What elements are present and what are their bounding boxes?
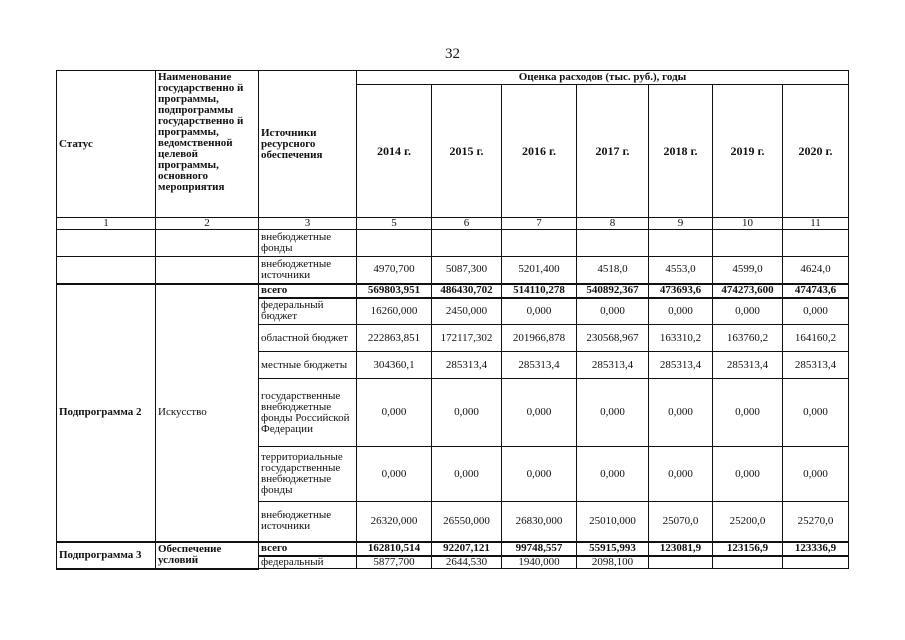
value-cell: 4599,0 — [713, 257, 783, 284]
header-year-2019: 2019 г. — [713, 85, 783, 218]
col-number: 10 — [713, 218, 783, 230]
value-cell: 2098,100 — [577, 556, 649, 569]
value-cell: 163760,2 — [713, 325, 783, 352]
value-cell: 4970,700 — [357, 257, 432, 284]
value-cell: 2450,000 — [432, 298, 502, 325]
col-number: 9 — [649, 218, 713, 230]
header-expense-estimate: Оценка расходов (тыс. руб.), годы — [357, 71, 849, 85]
value-cell: 0,000 — [432, 379, 502, 447]
value-cell: 99748,557 — [502, 542, 577, 556]
col-number: 2 — [156, 218, 259, 230]
value-cell: 26550,000 — [432, 502, 502, 542]
value-cell: 25010,000 — [577, 502, 649, 542]
value-cell: 0,000 — [783, 298, 849, 325]
value-cell: 0,000 — [649, 379, 713, 447]
value-cell: 230568,967 — [577, 325, 649, 352]
header-year-2015: 2015 г. — [432, 85, 502, 218]
value-cell: 163310,2 — [649, 325, 713, 352]
value-cell: 201966,878 — [502, 325, 577, 352]
value-cell: 0,000 — [502, 379, 577, 447]
col-number: 8 — [577, 218, 649, 230]
subprogram-3-status: Подпрограмма 3 — [57, 542, 156, 569]
value-cell: 0,000 — [713, 298, 783, 325]
value-cell: 569803,951 — [357, 284, 432, 298]
col-number: 11 — [783, 218, 849, 230]
value-cell: 162810,514 — [357, 542, 432, 556]
value-cell: 55915,993 — [577, 542, 649, 556]
value-cell: 0,000 — [713, 447, 783, 502]
col-number: 3 — [259, 218, 357, 230]
table-row — [57, 230, 849, 257]
value-cell: 123156,9 — [713, 542, 783, 556]
table-row — [57, 257, 849, 284]
value-cell: 540892,367 — [577, 284, 649, 298]
subprogram-2-name: Искусство — [156, 284, 259, 542]
value-cell: 0,000 — [577, 447, 649, 502]
value-cell: 285313,4 — [649, 352, 713, 379]
source-cell: областной бюджет — [259, 325, 357, 352]
value-cell: 172117,302 — [432, 325, 502, 352]
value-cell: 4624,0 — [783, 257, 849, 284]
value-cell: 26830,000 — [502, 502, 577, 542]
value-cell: 1940,000 — [502, 556, 577, 569]
table-row — [57, 284, 849, 298]
value-cell: 123336,9 — [783, 542, 849, 556]
value-cell: 4518,0 — [577, 257, 649, 284]
source-cell: государственные внебюджетные фонды Российской Федерации — [259, 379, 357, 447]
value-cell: 16260,000 — [357, 298, 432, 325]
value-cell: 0,000 — [502, 298, 577, 325]
value-cell: 5877,700 — [357, 556, 432, 569]
value-cell: 5087,300 — [432, 257, 502, 284]
value-cell: 0,000 — [357, 379, 432, 447]
header-funding-source: Источники ресурсного обеспечения — [259, 71, 357, 218]
budget-table — [56, 70, 849, 570]
subprogram-2-status: Подпрограмма 2 — [57, 284, 156, 542]
value-cell: 2644,530 — [432, 556, 502, 569]
header-year-2014: 2014 г. — [357, 85, 432, 218]
value-cell: 0,000 — [649, 447, 713, 502]
value-cell: 123081,9 — [649, 542, 713, 556]
value-cell: 26320,000 — [357, 502, 432, 542]
source-cell: внебюджетные источники — [259, 257, 357, 284]
source-cell: всего — [259, 542, 357, 556]
col-number: 7 — [502, 218, 577, 230]
value-cell: 92207,121 — [432, 542, 502, 556]
value-cell: 0,000 — [783, 447, 849, 502]
source-cell: территориальные государственные внебюджетные фонды — [259, 447, 357, 502]
value-cell: 0,000 — [713, 379, 783, 447]
header-row-1 — [57, 71, 849, 85]
value-cell: 0,000 — [577, 298, 649, 325]
header-year-2016: 2016 г. — [502, 85, 577, 218]
source-cell: внебюджетные источники — [259, 502, 357, 542]
col-number: 5 — [357, 218, 432, 230]
header-year-2017: 2017 г. — [577, 85, 649, 218]
value-cell: 285313,4 — [502, 352, 577, 379]
source-cell: федеральный бюджет — [259, 298, 357, 325]
page-number: 32 — [445, 46, 460, 62]
value-cell: 304360,1 — [357, 352, 432, 379]
value-cell: 285313,4 — [432, 352, 502, 379]
value-cell: 473693,6 — [649, 284, 713, 298]
value-cell: 0,000 — [502, 447, 577, 502]
value-cell: 25070,0 — [649, 502, 713, 542]
source-cell: федеральный — [259, 556, 357, 569]
value-cell: 285313,4 — [713, 352, 783, 379]
value-cell: 486430,702 — [432, 284, 502, 298]
source-cell: местные бюджеты — [259, 352, 357, 379]
column-numbers-row — [57, 218, 849, 230]
col-number: 6 — [432, 218, 502, 230]
col-number: 1 — [57, 218, 156, 230]
value-cell: 0,000 — [577, 379, 649, 447]
header-program-name: Наименование государственно й программы, подпрограммы государственно й программы, ведомственной целевой программы, основного мероприятия — [156, 71, 259, 218]
value-cell: 0,000 — [649, 298, 713, 325]
table-row — [57, 542, 849, 556]
value-cell: 25270,0 — [783, 502, 849, 542]
value-cell: 5201,400 — [502, 257, 577, 284]
value-cell: 164160,2 — [783, 325, 849, 352]
value-cell: 285313,4 — [783, 352, 849, 379]
subprogram-3-name: Обеспечение условий — [156, 542, 259, 569]
value-cell: 0,000 — [783, 379, 849, 447]
value-cell: 474743,6 — [783, 284, 849, 298]
header-status: Статус — [57, 71, 156, 218]
header-year-2020: 2020 г. — [783, 85, 849, 218]
source-cell: всего — [259, 284, 357, 298]
value-cell: 0,000 — [357, 447, 432, 502]
value-cell: 4553,0 — [649, 257, 713, 284]
value-cell: 222863,851 — [357, 325, 432, 352]
header-year-2018: 2018 г. — [649, 85, 713, 218]
value-cell: 474273,600 — [713, 284, 783, 298]
source-cell: внебюджетные фонды — [259, 230, 357, 257]
value-cell: 514110,278 — [502, 284, 577, 298]
value-cell: 0,000 — [432, 447, 502, 502]
value-cell: 25200,0 — [713, 502, 783, 542]
value-cell: 285313,4 — [577, 352, 649, 379]
